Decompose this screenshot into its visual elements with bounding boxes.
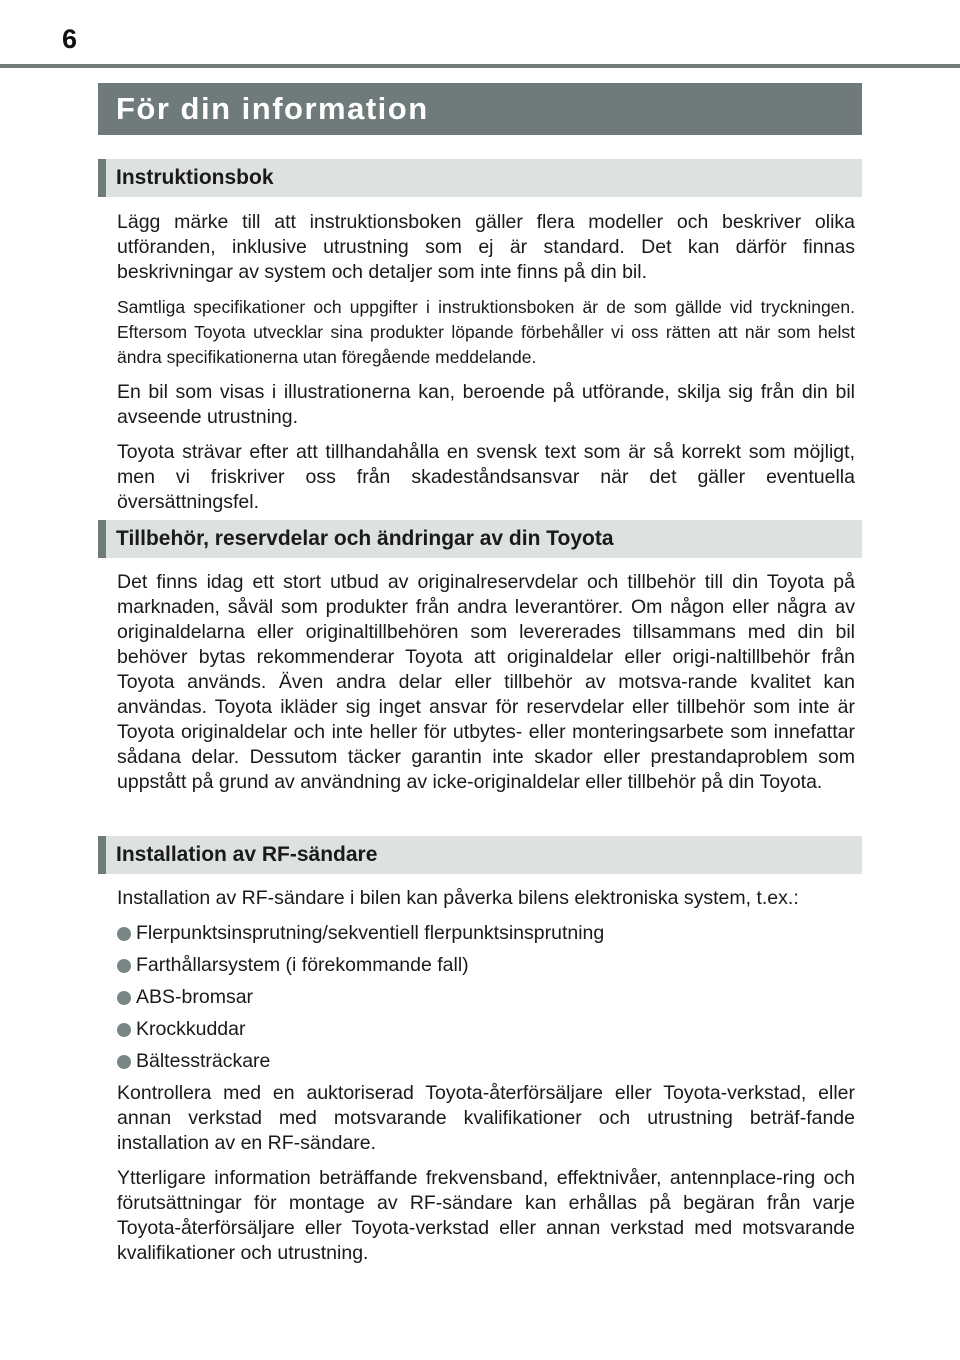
paragraph: Ytterligare information beträffande frekvensband, effektnivåer, antennplace-ring och förutsättningar för montage av RF-sändare kan erhållas på begäran från varje Toyota-återförsäljare eller Toyota-verkstad eller annan verkstad med motsvarande kvalifikationer och utrustning. xyxy=(117,1167,855,1264)
section-header-rf-sandare xyxy=(98,836,862,874)
section-body-instruktionsbok xyxy=(117,210,855,525)
paragraph: Installation av RF-sändare i bilen kan påverka bilens elektroniska system, t.ex.: xyxy=(117,887,799,909)
section-body-tillbehor xyxy=(117,570,855,805)
page-number: 6 xyxy=(62,24,78,54)
page-title: För din information xyxy=(116,91,429,126)
list-item xyxy=(117,1017,855,1042)
section-heading: Installation av RF-sändare xyxy=(116,843,378,866)
list-item xyxy=(117,921,855,946)
bullet-circle-icon xyxy=(117,1023,131,1037)
paragraph: En bil som visas i illustrationerna kan, beroende på utförande, skilja sig från din bil avseende utrustning. xyxy=(117,381,855,428)
top-rule xyxy=(0,64,960,68)
list-item-text: Flerpunktsinsprutning/sekventiell flerpunktsinsprutning xyxy=(136,922,605,944)
list-item-text: Farthållarsystem (i förekommande fall) xyxy=(136,954,469,976)
paragraph: Kontrollera med en auktoriserad Toyota-återförsäljare eller Toyota-verkstad, eller annan verkstad med motsvarande kvalifikationer och utrustning beträf-fande installation av en RF-sändare. xyxy=(117,1082,855,1154)
section-heading: Instruktionsbok xyxy=(116,166,274,189)
section-body-rf-sandare xyxy=(117,886,855,1276)
bullet-circle-icon xyxy=(117,927,131,941)
list-item-text: Krockkuddar xyxy=(136,1018,246,1040)
section-heading: Tillbehör, reservdelar och ändringar av din Toyota xyxy=(116,527,614,550)
paragraph: Samtliga specifikationer och uppgifter i instruktionsboken är de som gällde vid tryckningen. Eftersom Toyota utvecklar sina produkter löpande förbehåller vi oss rätten att när som helst ändra specifikationerna utan föregående meddelande. xyxy=(117,297,855,367)
bullet-circle-icon xyxy=(117,1055,131,1069)
list-item xyxy=(117,953,855,978)
list-item xyxy=(117,985,855,1010)
paragraph: Lägg märke till att instruktionsboken gäller flera modeller och beskriver olika utföranden, inklusive utrustning som ej är standard. Det kan därför finnas beskrivningar av system och detaljer som inte finns på din bil. xyxy=(117,211,855,283)
list-item-text: Bältessträckare xyxy=(136,1050,271,1072)
paragraph: Det finns idag ett stort utbud av originalreservdelar och tillbehör till din Toyota på marknaden, såväl som produkter från andra leverantörer. Om någon eller några av originaldelarna eller originaltillbehören som levererades tillsammans med din bil behöver bytas rekommenderar Toyota att originaldelar eller origi-naltillbehör från Toyota används. Även andra delar eller tillbehör av motsva-rande kvalitet kan användas. Toyota ikläder sig inget ansvar för reservdelar eller tillbehör som inte är Toyota originaldelar och inte heller för utbytes- eller monteringsarbete som innefattar sådana delar. Dessutom täcker garantin inte skador eller prestandaproblem som uppstått på grund av användning av icke-originaldelar eller tillbehör på din Toyota. xyxy=(117,571,855,793)
list-item xyxy=(117,1049,855,1074)
bullet-circle-icon xyxy=(117,959,131,973)
section-header-tillbehor xyxy=(98,520,862,558)
bullet-circle-icon xyxy=(117,991,131,1005)
paragraph: Toyota strävar efter att tillhandahålla en svensk text som är så korrekt som möjligt, men vi friskriver oss från skadeståndsansvar när det gäller eventuella översättningsfel. xyxy=(117,441,855,513)
section-header-instruktionsbok xyxy=(98,159,862,197)
title-bar xyxy=(98,83,862,135)
list-item-text: ABS-bromsar xyxy=(136,986,254,1008)
